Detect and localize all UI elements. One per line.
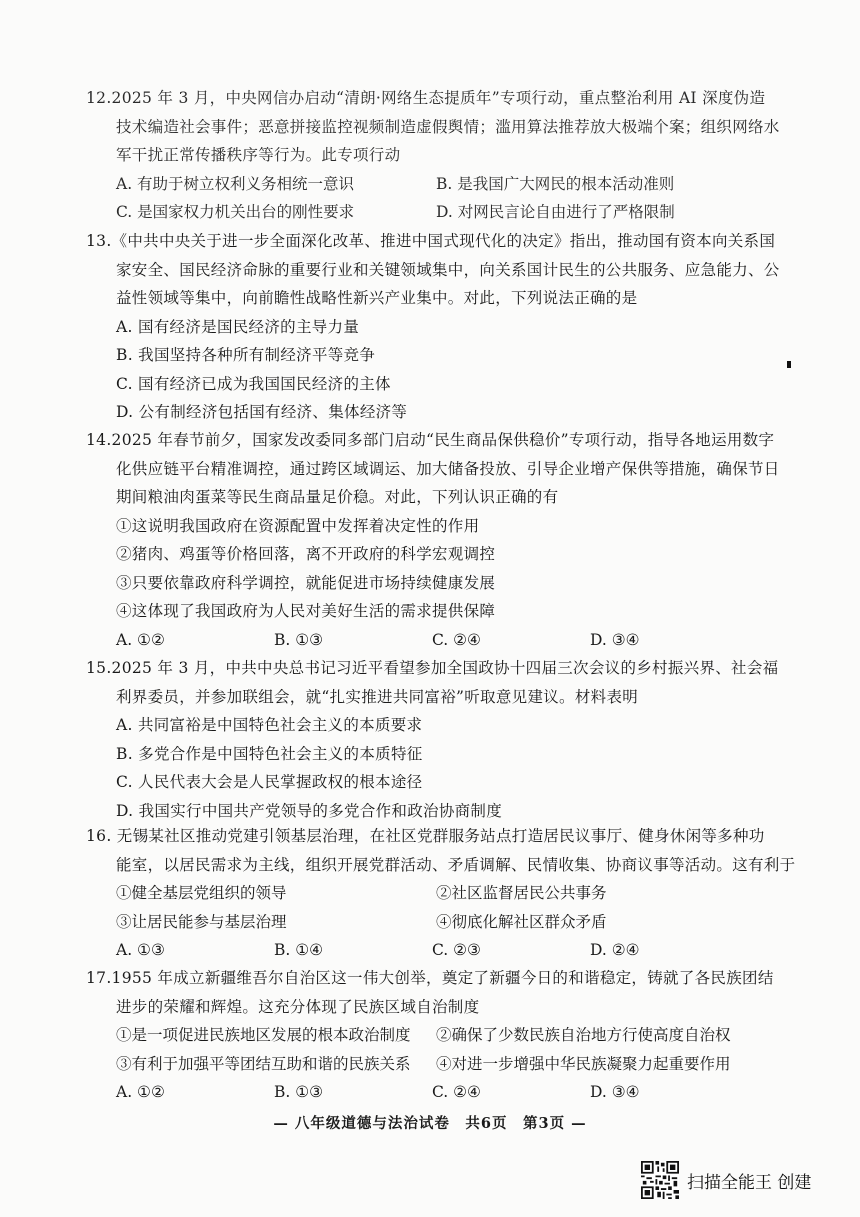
option-a: A. 国有经济是国民经济的主导力量	[116, 317, 360, 336]
option-a: A. 共同富裕是中国特色社会主义的本质要求	[116, 716, 423, 734]
option-c: C. ②④	[432, 630, 481, 649]
option-b: B. ①④	[274, 941, 324, 959]
option-b: B. 我国坚持各种所有制经济平等竞争	[116, 346, 376, 364]
question-text-line: 13.《中共中央关于进一步全面深化改革、推进中国式现代化的决定》指出，推动国有资本向关系国	[86, 232, 776, 250]
option-d: D. ③④	[590, 1083, 640, 1101]
question-text-line: 能室，以居民需求为主线，组织开展党群活动、矛盾调解、民情收集、协商议事等活动。这有利于	[116, 855, 796, 874]
scanner-watermark	[641, 1160, 811, 1200]
option-c: C. 国有经济已成为我国国民经济的主体	[116, 374, 391, 393]
option-b: B. ①③	[274, 1083, 324, 1101]
option-d: D. 公有制经济包括国有经济、集体经济等	[116, 403, 408, 421]
option-a: A. ①②	[116, 1083, 165, 1101]
option-a: A. ①②	[116, 630, 165, 649]
scan-mark	[787, 361, 791, 368]
question-text-line: 期间粮油肉蛋菜等民生商品量足价稳。对此，下列认识正确的有	[116, 488, 559, 506]
option-d: D. 我国实行中国共产党领导的多党合作和政治协商制度	[116, 801, 503, 820]
option-d: D. ③④	[590, 630, 640, 649]
question-15	[86, 654, 786, 825]
question-text-line: 12.2025 年 3 月，中央网信办启动“清朗·网络生态提质年”专项行动，重点整治利用 AI 深度伪造	[86, 89, 766, 107]
question-16	[86, 822, 796, 965]
question-text-line: 17.1955 年成立新疆维吾尔自治区这一伟大创举，奠定了新疆今日的和谐稳定，铸就了各民族团结	[86, 969, 774, 987]
question-text-line: 15.2025 年 3 月，中共中央总书记习近平看望参加全国政协十四届三次会议的乡村振兴界、社会福	[86, 659, 779, 677]
statement: ④对进一步增强中华民族凝聚力起重要作用	[436, 1054, 731, 1073]
statement: ④彻底化解社区群众矛盾	[436, 912, 607, 931]
statement: ①健全基层党组织的领导	[116, 884, 287, 902]
option-c: C. ②④	[432, 1083, 481, 1101]
question-text-line: 化供应链平台精准调控，通过跨区域调运、加大储备投放、引导企业增产保供等措施，确保节日	[116, 459, 780, 478]
option-d: D. ②④	[590, 941, 640, 959]
statement: ①是一项促进民族地区发展的根本政治制度	[116, 1026, 411, 1044]
option-c: C. ②③	[432, 941, 481, 959]
question-12	[86, 84, 786, 227]
qr-code-icon	[641, 1161, 679, 1199]
question-13	[86, 227, 786, 427]
option-b: B. 是我国广大网民的根本活动准则	[436, 174, 675, 193]
question-text-line: 利界委员，并参加联组会，就“扎实推进共同富裕”听取意见建议。材料表明	[116, 687, 639, 706]
statement: ①这说明我国政府在资源配置中发挥着决定性的作用	[116, 516, 480, 535]
statement: ②确保了少数民族自治地方行使高度自治权	[436, 1026, 731, 1044]
option-b: B. 多党合作是中国特色社会主义的本质特征	[116, 744, 423, 763]
question-text-line: 技术编造社会事件；恶意拼接监控视频制造虚假舆情；滥用算法推荐放大极端个案；组织网络水	[116, 117, 780, 136]
watermark-text: 扫描全能王 创建	[687, 1172, 812, 1193]
option-a: A. 有助于树立权利义务相统一意识	[116, 174, 355, 193]
statement: ④这体现了我国政府为人民对美好生活的需求提供保障	[116, 602, 496, 620]
page-footer: — 八年级道德与法治试卷 共6页 第3页 —	[273, 1115, 587, 1132]
option-d: D. 对网民言论自由进行了严格限制	[436, 203, 675, 221]
statement: ③只要依靠政府科学调控，就能促进市场持续健康发展	[116, 573, 496, 592]
question-text-line: 益性领域等集中，向前瞻性战略性新兴产业集中。对此，下列说法正确的是	[116, 289, 638, 307]
question-text-line: 16. 无锡某社区推动党建引领基层治理，在社区党群服务站点打造居民议事厅、健身休闲等多种功	[86, 827, 765, 845]
question-text-line: 军干扰正常传播秩序等行为。此专项行动	[116, 146, 401, 164]
option-b: B. ①③	[274, 630, 324, 649]
option-a: A. ①③	[116, 941, 165, 959]
option-c: C. 是国家权力机关出台的刚性要求	[116, 203, 355, 221]
question-14	[86, 426, 786, 654]
question-text-line: 家安全、国民经济命脉的重要行业和关键领域集中，向关系国计民生的公共服务、应急能力、公	[116, 260, 780, 279]
statement: ③让居民能参与基层治理	[116, 912, 287, 931]
question-text-line: 进步的荣耀和辉煌。这充分体现了民族区域自治制度	[116, 997, 480, 1016]
statement: ②社区监督居民公共事务	[436, 884, 607, 902]
option-c: C. 人民代表大会是人民掌握政权的根本途径	[116, 773, 423, 791]
statement: ②猪肉、鸡蛋等价格回落，离不开政府的科学宏观调控	[116, 545, 496, 563]
question-17	[86, 964, 786, 1107]
question-text-line: 14.2025 年春节前夕，国家发改委同多部门启动“民生商品保供稳价”专项行动，指导各地运用数字	[86, 431, 775, 449]
statement: ③有利于加强平等团结互助和谐的民族关系	[116, 1054, 411, 1073]
